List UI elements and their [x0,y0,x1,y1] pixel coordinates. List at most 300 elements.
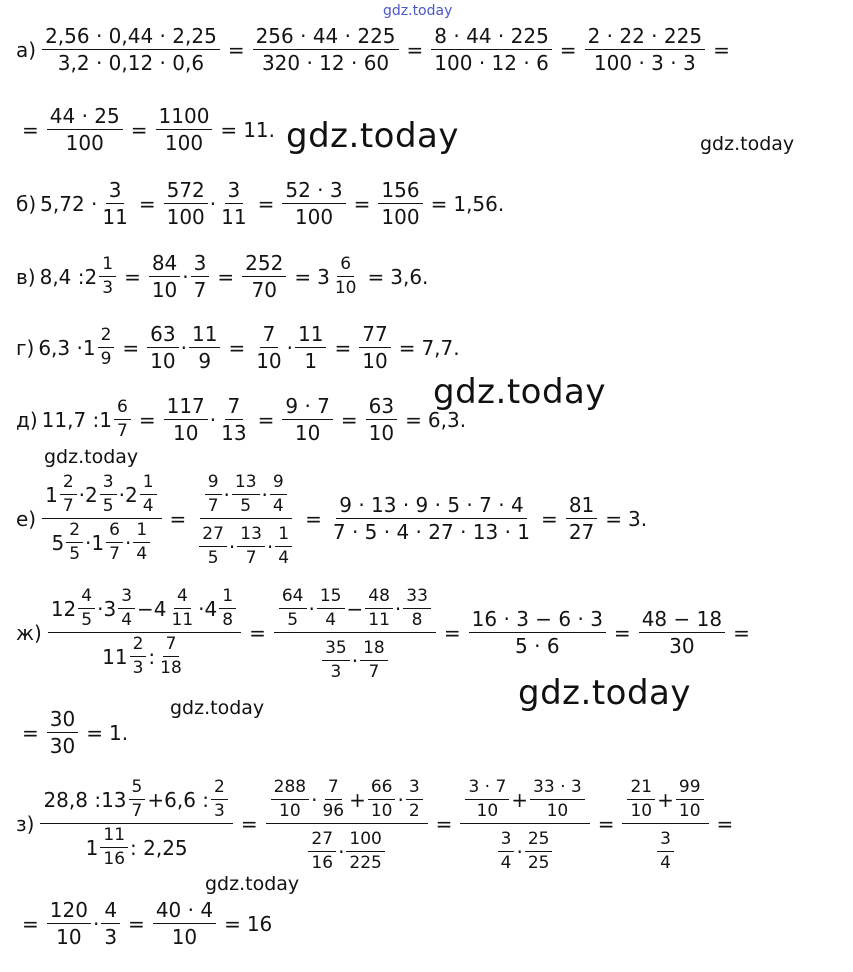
mixed-number [317,256,361,297]
compound-numerator [40,779,232,824]
numerator: 11 [189,324,220,348]
whole-part: 5 [51,530,65,555]
compound-fraction [622,775,708,872]
problem-label: з) [16,811,35,836]
equals-sign: = [169,506,187,531]
numerator: 52 · 3 [282,180,345,204]
denominator: 18 [160,658,182,678]
watermark-large: gdz.today [433,372,606,412]
mixed-number [45,474,79,515]
equals-sign: = [217,264,235,289]
compound-denominator [317,633,393,681]
denominator: 30 [49,734,76,758]
mixed-number [51,522,85,563]
fraction [676,779,704,820]
numerator: 30 [47,709,78,733]
denominator: 5 [240,496,252,516]
numerator: 33 [403,588,431,609]
denominator: 5 · 6 [515,634,560,658]
denominator: 7 [62,496,74,516]
numerator: 156 [378,180,422,204]
denominator: 27 [568,520,595,544]
whole-part: 3 [317,264,330,289]
problem-label: е) [16,506,37,531]
math-text: 1. [108,720,129,745]
whole-part: 1 [91,530,105,555]
numerator: 3 [118,588,135,609]
mixed-number [101,779,147,820]
numerator: 64 [279,588,307,609]
whole-part: 13 [101,787,127,812]
whole-part: 1 [85,835,99,860]
fraction [279,588,307,629]
fraction [308,831,336,872]
fraction [114,399,131,440]
math-text: · [397,787,404,812]
fraction [330,495,533,542]
whole-part: 2 [85,482,98,507]
compound-denominator [48,519,155,563]
compound-fraction [274,584,436,681]
denominator: 10 [546,801,569,821]
denominator: 100 [164,131,204,155]
denominator: 9 [198,349,212,373]
equals-sign: = [130,117,148,142]
numerator: 84 [149,253,180,277]
numerator: 13 [237,526,265,547]
fraction [525,831,553,872]
equals-sign: = [294,264,312,289]
numerator: 2 [66,522,83,543]
fraction [191,253,210,300]
denominator: 4 [136,544,148,564]
fraction [219,588,236,629]
equation-line [16,775,739,872]
compound-fraction [48,588,241,677]
fraction [378,180,422,227]
numerator: 16 · 3 − 6 · 3 [469,609,606,633]
equals-sign: = [398,335,416,360]
denominator: 5 [287,610,299,630]
numerator: 100 [346,831,384,852]
fraction [360,640,388,681]
numerator: 3 [225,180,244,204]
equals-sign: = [613,620,631,645]
fraction [130,636,147,677]
numerator: 1 [140,474,157,495]
fraction [365,588,393,629]
math-text: · [85,530,92,555]
fraction [101,900,120,947]
whole-part: 2 [124,482,138,507]
denominator: 7 [117,421,128,441]
compound-numerator [274,584,436,633]
numerator: 48 − 18 [639,609,725,633]
fraction [627,779,655,820]
denominator: 2 [408,801,420,821]
watermark-top: gdz.today [383,3,453,19]
fraction [271,779,309,820]
equation-line [16,900,272,947]
denominator: 5 [207,548,219,568]
denominator: 100 [166,205,205,229]
numerator: 2 [211,779,228,800]
fraction [147,324,178,371]
denominator: 3 [214,801,225,821]
numerator: 7 [225,396,244,420]
equals-sign: = [22,720,39,745]
denominator: 225 [349,853,382,873]
denominator: 10 [334,278,357,298]
numerator: 27 [308,831,336,852]
mixed-number [86,827,130,868]
compound-fraction [460,775,589,872]
numerator: 3 [657,831,674,852]
denominator: 320 · 12 · 60 [261,51,390,75]
mixed-number [99,399,133,440]
numerator: 9 [205,474,222,495]
mixed-number [205,588,239,629]
numerator: 40 · 4 [153,900,216,924]
numerator: 256 · 44 · 225 [253,26,399,50]
fraction [60,474,77,515]
denominator: 10 [279,801,301,821]
equation-line [16,324,460,371]
equals-sign: = [257,191,275,216]
denominator: 100 [381,205,420,229]
denominator: 5 [81,610,93,630]
numerator: 1 [275,526,292,547]
numerator: 117 [164,396,208,420]
mixed-number [51,588,97,629]
compound-denominator [493,824,558,872]
mixed-number [91,522,125,563]
fraction [359,324,390,371]
equals-sign: = [559,37,577,62]
denominator: 11 [102,205,128,229]
fraction [164,396,208,443]
numerator: 48 [365,588,393,609]
denominator: 10 [171,925,198,949]
math-text: 3,6. [390,264,429,289]
math-text: · [338,839,345,864]
denominator: 4 [272,496,284,516]
numerator: 66 [368,779,396,800]
numerator: 1100 [156,106,213,130]
numerator: 572 [164,180,208,204]
numerator: 2 [60,474,77,495]
numerator: 27 [199,526,227,547]
fraction [585,26,706,73]
problem-label: а) [16,37,37,62]
fraction [406,779,423,820]
numerator: 77 [359,324,390,348]
equation-line [16,26,736,73]
problem-label: г) [16,335,35,360]
numerator: 3 [100,474,117,495]
numerator: 18 [360,640,388,661]
math-text: · [78,482,86,507]
fraction [242,253,286,300]
numerator: 120 [47,900,91,924]
equals-sign: = [305,506,322,531]
numerator: 11 [295,324,326,348]
fraction [164,180,208,227]
math-text: 6,3 · [38,335,83,360]
numerator: 6 [114,399,131,420]
fraction [98,327,115,368]
numerator: 3 [191,253,210,277]
equals-sign: = [220,117,238,142]
denominator: 3 [330,662,342,682]
numerator: 3 [406,779,423,800]
denominator: 7 · 5 · 4 · 27 · 13 · 1 [332,520,531,544]
equals-sign: = [541,506,558,531]
fraction [218,180,249,227]
math-text: 7,7. [421,335,460,360]
math-text: 8,4 : [39,264,85,289]
denominator: 7 [207,496,219,516]
numerator: 4 [101,900,120,924]
fraction [129,779,146,820]
fraction [275,526,292,567]
equals-sign: = [124,264,141,289]
compound-fraction [194,470,297,567]
numerator: 11 [100,827,128,848]
equals-sign: = [227,37,245,62]
math-text: + [147,787,165,812]
denominator: 3 [104,925,118,949]
fraction [332,256,360,297]
whole-part: 11 [102,644,128,669]
numerator: 81 [566,495,597,519]
denominator: 10 [56,925,82,949]
compound-numerator [460,775,589,824]
numerator: 252 [242,253,286,277]
math-text: · [124,530,132,555]
math-text: + [349,787,366,812]
fraction [78,588,95,629]
equals-sign: = [435,811,453,836]
mixed-number [83,327,117,368]
equation-line [16,180,504,227]
math-text: · [286,335,294,360]
fraction [156,106,213,153]
equals-sign: = [128,911,145,936]
watermark-small: gdz.today [700,133,795,155]
compound-denominator [83,824,191,868]
math-text: · [228,534,236,559]
denominator: 100 · 12 · 6 [434,51,549,75]
fraction [47,106,123,153]
denominator: 4 [660,853,671,873]
math-text: · [180,335,187,360]
denominator: 8 [222,610,234,630]
math-text: 11. [243,117,275,142]
compound-fraction [42,474,161,563]
fraction [47,709,78,756]
equals-sign: = [249,620,266,645]
denominator: 100 [65,131,104,155]
math-text: · [261,482,268,507]
math-text: + [657,787,674,812]
equals-sign: = [122,335,140,360]
denominator: 7 [193,278,207,302]
compound-numerator [42,474,161,519]
equation-line [16,396,466,443]
equation-line [16,584,756,681]
fraction [100,827,128,868]
fraction [153,900,216,947]
denominator: 1 [304,349,318,373]
fraction [319,779,347,820]
fraction [99,256,116,297]
math-text: · [97,596,104,621]
denominator: 10 [476,801,499,821]
math-text: · [516,839,523,864]
fraction [232,474,260,515]
denominator: 10 [172,421,199,445]
denominator: 3,2 · 0,12 · 0,6 [57,51,205,75]
mixed-number [102,636,148,677]
whole-part: 1 [45,482,58,507]
math-text: · [223,482,230,507]
denominator: 30 [669,634,695,658]
denominator: 10 [362,349,388,373]
numerator: 288 [271,779,309,800]
fraction [47,900,91,947]
fraction [218,396,249,443]
math-text: 16 [246,911,273,936]
fraction [282,396,333,443]
equals-sign: = [406,37,424,62]
whole-part: 4 [204,596,218,621]
fraction [100,474,117,515]
watermark-small: gdz.today [44,446,139,468]
fraction [149,253,180,300]
denominator: 10 [151,278,178,302]
equals-sign: = [405,407,422,432]
fraction [498,831,515,872]
fraction [157,636,185,677]
equals-sign: = [340,407,358,432]
numerator: 7 [260,324,279,348]
denominator: 11 [221,205,247,229]
fraction [322,640,350,681]
fraction [133,522,150,563]
fraction [639,609,725,656]
numerator: 99 [676,779,704,800]
numerator: 15 [317,588,345,609]
math-text: + [511,787,529,812]
compound-denominator [303,824,389,872]
denominator: 10 [150,349,176,373]
fraction [42,26,220,73]
numerator: 8 · 44 · 225 [431,26,552,50]
numerator: 21 [627,779,655,800]
compound-numerator [266,775,428,824]
mixed-number [154,588,198,629]
numerator: 2 · 22 · 225 [585,26,706,50]
watermark-large: gdz.today [518,673,691,713]
mixed-number [85,474,119,515]
numerator: 35 [322,640,350,661]
equals-sign: = [716,811,734,836]
mixed-number [103,588,137,629]
equation-line [16,253,428,300]
denominator: 3 [132,658,144,678]
math-text: · [266,534,274,559]
fraction [282,180,345,227]
fraction [657,831,674,872]
fraction [368,779,396,820]
compound-numerator [48,588,241,633]
denominator: 16 [311,853,334,873]
compound-fraction [266,775,428,872]
problem-label: б) [16,191,37,216]
equals-sign: = [138,191,156,216]
math-text: · [198,596,205,621]
watermark-small: gdz.today [205,873,300,895]
denominator: 16 [103,849,126,869]
numerator: 9 · 7 [282,396,333,420]
denominator: 5 [69,544,81,564]
denominator: 11 [368,610,390,630]
whole-part: 4 [153,596,167,621]
denominator: 13 [221,421,247,445]
fraction [205,474,222,515]
denominator: 4 [142,496,154,516]
denominator: 4 [325,610,337,630]
fraction [118,588,135,629]
equals-sign: = [597,811,615,836]
fraction [237,526,265,567]
numerator: 1 [133,522,150,543]
denominator: 7 [245,548,257,568]
fraction [295,324,326,371]
equals-sign: = [240,811,258,836]
equals-sign: = [443,620,461,645]
mixed-number [125,474,159,515]
denominator: 10 [368,421,395,445]
equals-sign: = [22,117,39,142]
denominator: 11 [171,610,194,630]
math-text: 11,7 : [41,407,100,432]
denominator: 9 [100,349,112,369]
denominator: 8 [411,610,423,630]
denominator: 3 [102,278,114,298]
numerator: 2,56 · 0,44 · 2,25 [42,26,220,50]
compound-fraction [40,779,232,868]
denominator: 7 [368,662,380,682]
denominator: 10 [256,349,282,373]
compound-denominator [99,633,190,677]
math-text: · [182,264,189,289]
numerator: 2 [130,636,147,657]
fraction [346,831,384,872]
compound-denominator [652,824,679,872]
fraction [469,609,606,656]
whole-part: 1 [99,407,113,432]
fraction [199,526,227,567]
problem-label: ж) [16,620,42,645]
denominator: 7 [131,801,143,821]
math-text: − [137,596,154,621]
whole-part: 3 [103,596,117,621]
equals-sign: = [605,506,623,531]
equals-sign: = [733,620,750,645]
math-text: : [148,644,156,669]
